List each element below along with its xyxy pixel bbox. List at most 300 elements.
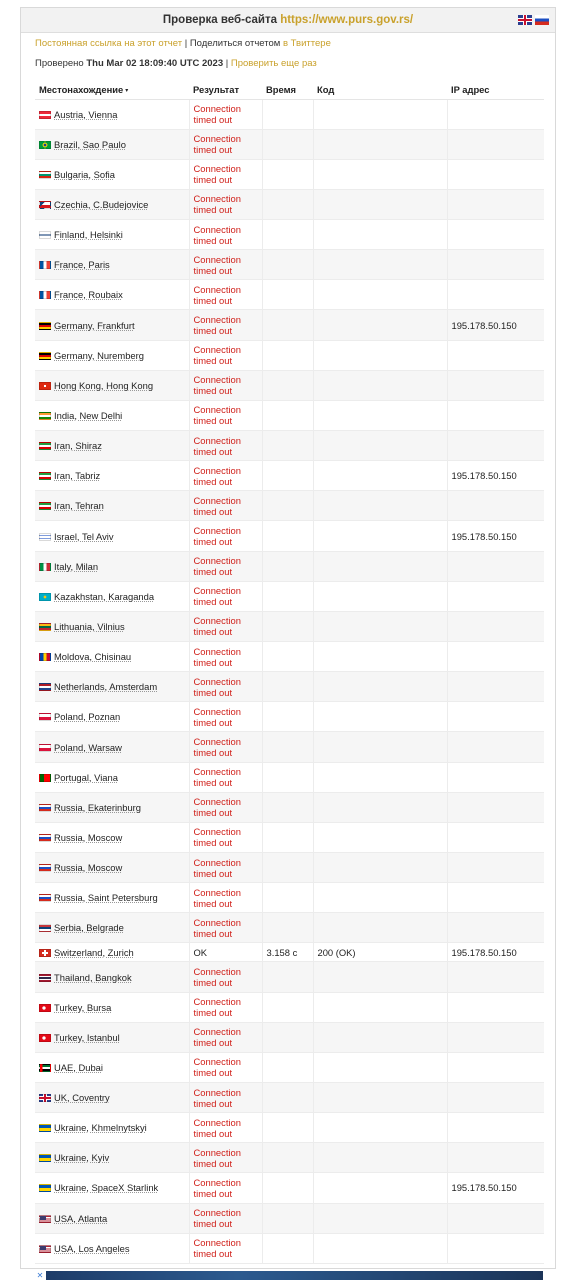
result-cell <box>189 1203 262 1233</box>
location-link[interactable]: Finland, Helsinki <box>54 229 123 241</box>
ru-flag-icon <box>39 804 51 812</box>
code-cell <box>313 792 447 822</box>
ip-cell <box>447 1113 544 1143</box>
ip-cell: 195.178.50.150 <box>447 943 544 962</box>
location-link[interactable]: Italy, Milan <box>54 560 99 572</box>
tr-flag-icon <box>39 1034 51 1042</box>
location-link[interactable]: Ukraine, Kyiv <box>54 1152 110 1164</box>
location-link[interactable]: Russia, Moscow <box>54 862 123 874</box>
code-cell <box>313 1083 447 1113</box>
table-row <box>35 310 544 340</box>
location-link[interactable]: Hong Kong, Hong Kong <box>54 379 154 391</box>
time-cell <box>262 99 313 129</box>
code-cell <box>313 822 447 852</box>
location-cell <box>35 1233 189 1263</box>
result-text-line2: timed out <box>193 837 233 849</box>
result-text-line2: timed out <box>193 1097 233 1109</box>
result-cell <box>189 1083 262 1113</box>
code-cell <box>313 250 447 280</box>
result-text-line2: timed out <box>193 1007 233 1019</box>
bg-flag-icon <box>39 171 51 179</box>
result-cell <box>189 99 262 129</box>
time-cell <box>262 913 313 943</box>
result-text: Connection <box>193 163 241 175</box>
time-cell <box>262 1233 313 1263</box>
code-cell <box>313 370 447 400</box>
ch-flag-icon <box>39 949 51 957</box>
table-row <box>35 943 544 962</box>
tr-flag-icon <box>39 1004 51 1012</box>
de-flag-icon <box>39 322 51 330</box>
table-row <box>35 220 544 250</box>
code-cell <box>313 1203 447 1233</box>
time-cell <box>262 189 313 219</box>
location-cell <box>35 1022 189 1052</box>
time-cell <box>262 340 313 370</box>
code-cell <box>313 1173 447 1203</box>
result-text: Connection <box>193 555 241 567</box>
fi-flag-icon <box>39 231 51 239</box>
result-cell <box>189 250 262 280</box>
code-cell <box>313 551 447 581</box>
sort-caret-icon[interactable]: ▾ <box>125 88 129 95</box>
result-cell <box>189 431 262 461</box>
result-cell <box>189 491 262 521</box>
table-row <box>35 189 544 219</box>
result-text: Connection <box>193 103 241 115</box>
code-cell <box>313 521 447 551</box>
location-link[interactable]: France, Roubaix <box>54 289 123 301</box>
location-cell <box>35 943 189 962</box>
code-cell <box>313 280 447 310</box>
ad-banner[interactable] <box>34 1271 543 1280</box>
ip-cell <box>447 280 544 310</box>
result-text: Connection <box>193 615 241 627</box>
ip-cell <box>447 400 544 430</box>
result-text: Connection <box>193 494 241 506</box>
result-text-line2: timed out <box>193 264 233 276</box>
result-text-line2: timed out <box>193 656 233 668</box>
th-flag-icon <box>39 974 51 982</box>
time-cell <box>262 280 313 310</box>
result-text-line2: timed out <box>193 385 233 397</box>
checked-label: Проверено <box>35 58 84 69</box>
permalink-link[interactable]: Постоянная ссылка на этот отчет <box>35 38 183 49</box>
ir-flag-icon <box>39 502 51 510</box>
result-text-line2: timed out <box>193 596 233 608</box>
location-cell <box>35 883 189 913</box>
location-cell <box>35 431 189 461</box>
time-cell <box>262 159 313 189</box>
result-text-line2: timed out <box>193 1067 233 1079</box>
result-cell <box>189 822 262 852</box>
time-cell <box>262 1113 313 1143</box>
checked-url-link[interactable]: https://www.purs.gov.rs/ <box>280 14 414 26</box>
location-link[interactable]: Iran, Shiraz <box>54 440 102 452</box>
ip-cell <box>447 1143 544 1173</box>
close-icon[interactable]: ✕ <box>34 1271 46 1280</box>
ua-flag-icon <box>39 1124 51 1132</box>
report-panel <box>20 7 556 1269</box>
table-row <box>35 913 544 943</box>
result-text: Connection <box>193 1176 241 1188</box>
ru-flag-icon[interactable] <box>535 15 549 25</box>
location-link[interactable]: Turkey, Bursa <box>54 1001 112 1013</box>
code-cell <box>313 491 447 521</box>
location-cell <box>35 1143 189 1173</box>
location-link[interactable]: Switzerland, Zurich <box>54 946 134 958</box>
result-text-line2: timed out <box>193 867 233 879</box>
location-cell <box>35 189 189 219</box>
table-row <box>35 762 544 792</box>
ip-cell <box>447 883 544 913</box>
location-cell <box>35 962 189 992</box>
result-cell <box>189 310 262 340</box>
location-link[interactable]: Iran, Tehran <box>54 500 104 512</box>
result-cell <box>189 672 262 702</box>
result-text-line2: timed out <box>193 1248 233 1260</box>
location-link[interactable]: Turkey, Istanbul <box>54 1031 120 1043</box>
result-cell <box>189 280 262 310</box>
location-cell <box>35 1113 189 1143</box>
location-link[interactable]: Brazil, Sao Paulo <box>54 138 126 150</box>
location-cell <box>35 129 189 159</box>
table-row <box>35 1173 544 1203</box>
result-text-line2: timed out <box>193 626 233 638</box>
location-link[interactable]: Portugal, Viana <box>54 771 118 783</box>
location-cell <box>35 1203 189 1233</box>
code-cell <box>313 913 447 943</box>
md-flag-icon <box>39 653 51 661</box>
code-cell <box>313 642 447 672</box>
ru-flag-icon <box>39 894 51 902</box>
result-cell <box>189 581 262 611</box>
location-link[interactable]: Ukraine, Khmelnytskyi <box>54 1122 147 1134</box>
time-cell <box>262 702 313 732</box>
location-cell <box>35 521 189 551</box>
ip-cell <box>447 1203 544 1233</box>
location-link[interactable]: Russia, Ekaterinburg <box>54 801 142 813</box>
time-cell <box>262 962 313 992</box>
location-link[interactable]: France, Paris <box>54 259 110 271</box>
ir-flag-icon <box>39 472 51 480</box>
result-cell <box>189 611 262 641</box>
ip-cell <box>447 1022 544 1052</box>
result-cell <box>189 189 262 219</box>
results-table <box>35 81 544 1264</box>
time-cell <box>262 883 313 913</box>
location-cell <box>35 220 189 250</box>
time-cell <box>262 992 313 1022</box>
code-cell <box>313 962 447 992</box>
location-cell <box>35 1083 189 1113</box>
location-cell <box>35 853 189 883</box>
location-link[interactable]: USA, Atlanta <box>54 1212 108 1224</box>
code-cell <box>313 189 447 219</box>
time-cell <box>262 762 313 792</box>
code-cell <box>313 400 447 430</box>
it-flag-icon <box>39 563 51 571</box>
code-cell <box>313 702 447 732</box>
result-cell <box>189 1052 262 1082</box>
result-cell <box>189 962 262 992</box>
table-row <box>35 883 544 913</box>
location-cell <box>35 370 189 400</box>
ip-cell <box>447 853 544 883</box>
time-cell <box>262 370 313 400</box>
rs-flag-icon <box>39 924 51 932</box>
result-text: Connection <box>193 736 241 748</box>
result-cell <box>189 792 262 822</box>
location-cell <box>35 992 189 1022</box>
ip-cell <box>447 1083 544 1113</box>
result-text: Connection <box>193 223 241 235</box>
location-link[interactable]: India, New Delhi <box>54 409 123 421</box>
time-cell <box>262 611 313 641</box>
result-text: Connection <box>193 645 241 657</box>
table-row <box>35 1143 544 1173</box>
ua-flag-icon <box>39 1154 51 1162</box>
result-text: Connection <box>193 434 241 446</box>
table-row <box>35 280 544 310</box>
time-cell <box>262 853 313 883</box>
result-cell <box>189 702 262 732</box>
table-row <box>35 431 544 461</box>
ae-flag-icon <box>39 1064 51 1072</box>
result-text-line2: timed out <box>193 686 233 698</box>
result-text-line2: timed out <box>193 716 233 728</box>
result-text: Connection <box>193 585 241 597</box>
cz-flag-icon <box>39 201 51 209</box>
result-text: Connection <box>193 464 241 476</box>
ip-cell <box>447 762 544 792</box>
ip-cell <box>447 642 544 672</box>
pl-flag-icon <box>39 744 51 752</box>
location-link[interactable]: USA, Los Angeles <box>54 1242 130 1254</box>
code-cell <box>313 732 447 762</box>
location-link[interactable]: UK, Coventry <box>54 1092 110 1104</box>
time-cell <box>262 551 313 581</box>
location-cell <box>35 642 189 672</box>
result-text: Connection <box>193 253 241 265</box>
gb-flag-icon <box>39 1094 51 1102</box>
location-link[interactable]: Thailand, Bangkok <box>54 971 132 983</box>
result-text-line2: timed out <box>193 294 233 306</box>
code-cell <box>313 1022 447 1052</box>
result-text-line2: timed out <box>193 174 233 186</box>
result-text-line2: timed out <box>193 777 233 789</box>
ip-cell <box>447 1052 544 1082</box>
time-cell <box>262 822 313 852</box>
code-cell <box>313 611 447 641</box>
table-row <box>35 962 544 992</box>
code-cell <box>313 310 447 340</box>
pt-flag-icon <box>39 774 51 782</box>
result-text: OK <box>193 946 208 958</box>
time-cell <box>262 1173 313 1203</box>
result-text-line2: timed out <box>193 1187 233 1199</box>
ip-cell <box>447 913 544 943</box>
result-cell <box>189 642 262 672</box>
location-link[interactable]: Czechia, C.Budejovice <box>54 198 149 210</box>
location-link[interactable]: Russia, Saint Petersburg <box>54 892 158 904</box>
ru-flag-icon <box>39 864 51 872</box>
ir-flag-icon <box>39 442 51 450</box>
ip-cell <box>447 792 544 822</box>
location-link[interactable]: Kazakhstan, Karaganda <box>54 590 155 602</box>
us-flag-icon <box>39 1215 51 1223</box>
meta-separator: | <box>225 58 229 69</box>
uk-flag-icon[interactable] <box>518 15 532 25</box>
table-row <box>35 672 544 702</box>
code-cell <box>313 220 447 250</box>
code-cell <box>313 883 447 913</box>
ip-cell <box>447 220 544 250</box>
location-cell <box>35 672 189 702</box>
location-link[interactable]: Israel, Tel Aviv <box>54 530 114 542</box>
location-link[interactable]: Iran, Tabriz <box>54 470 101 482</box>
ip-cell <box>447 491 544 521</box>
location-link[interactable]: Germany, Frankfurt <box>54 319 135 331</box>
result-cell <box>189 370 262 400</box>
table-row <box>35 1083 544 1113</box>
location-link[interactable]: Bulgaria, Sofia <box>54 168 115 180</box>
column-header-result: Результат <box>189 81 262 99</box>
location-cell <box>35 792 189 822</box>
location-link[interactable]: Germany, Nuremberg <box>54 349 144 361</box>
result-text-line2: timed out <box>193 1157 233 1169</box>
ip-cell <box>447 992 544 1022</box>
location-link[interactable]: UAE, Dubai <box>54 1061 103 1073</box>
result-text: Connection <box>193 886 241 898</box>
result-cell <box>189 762 262 792</box>
result-text: Connection <box>193 1237 241 1249</box>
time-cell <box>262 1022 313 1052</box>
result-text: Connection <box>193 1116 241 1128</box>
in-flag-icon <box>39 412 51 420</box>
result-text-line2: timed out <box>193 897 233 909</box>
location-link[interactable]: Netherlands, Amsterdam <box>54 681 158 693</box>
result-cell <box>189 1113 262 1143</box>
time-cell <box>262 792 313 822</box>
time-cell <box>262 491 313 521</box>
table-row <box>35 159 544 189</box>
location-cell <box>35 913 189 943</box>
us-flag-icon <box>39 1245 51 1253</box>
result-cell <box>189 913 262 943</box>
fr-flag-icon <box>39 291 51 299</box>
result-text: Connection <box>193 344 241 356</box>
pl-flag-icon <box>39 713 51 721</box>
ip-cell <box>447 431 544 461</box>
location-link[interactable]: Russia, Moscow <box>54 831 123 843</box>
time-cell <box>262 400 313 430</box>
location-cell <box>35 1052 189 1082</box>
recheck-link[interactable]: Проверить еще раз <box>230 58 317 69</box>
time-cell <box>262 581 313 611</box>
location-link[interactable]: Poland, Poznan <box>54 711 121 723</box>
time-cell <box>262 1203 313 1233</box>
location-cell <box>35 762 189 792</box>
result-text-line2: timed out <box>193 536 233 548</box>
header-title: Проверка веб-сайта <box>162 14 277 26</box>
result-cell <box>189 129 262 159</box>
il-flag-icon <box>39 533 51 541</box>
result-text-line2: timed out <box>193 927 233 939</box>
result-text: Connection <box>193 1056 241 1068</box>
location-cell <box>35 99 189 129</box>
column-header-location[interactable]: Местонахождение ▾ <box>35 81 189 99</box>
ip-cell: 195.178.50.150 <box>447 310 544 340</box>
language-switcher <box>518 15 549 25</box>
time-cell <box>262 732 313 762</box>
time-cell: 3.158 с <box>262 943 313 962</box>
time-cell <box>262 672 313 702</box>
time-cell <box>262 250 313 280</box>
result-cell <box>189 1233 262 1263</box>
code-cell <box>313 1233 447 1263</box>
lt-flag-icon <box>39 623 51 631</box>
result-text-line2: timed out <box>193 1127 233 1139</box>
location-link[interactable]: Serbia, Belgrade <box>54 922 124 934</box>
location-cell <box>35 702 189 732</box>
location-cell <box>35 611 189 641</box>
result-text: Connection <box>193 1146 241 1158</box>
result-cell <box>189 340 262 370</box>
result-cell <box>189 159 262 189</box>
ua-flag-icon <box>39 1184 51 1192</box>
result-cell <box>189 732 262 762</box>
table-row <box>35 1052 544 1082</box>
location-link[interactable]: Moldova, Chisinau <box>54 651 132 663</box>
report-links <box>35 38 331 49</box>
code-cell <box>313 1113 447 1143</box>
location-cell <box>35 400 189 430</box>
table-row <box>35 400 544 430</box>
result-text: Connection <box>193 193 241 205</box>
ip-cell <box>447 822 544 852</box>
table-row <box>35 642 544 672</box>
location-link[interactable]: Ukraine, SpaceX Starlink <box>54 1182 159 1194</box>
result-text-line2: timed out <box>193 114 233 126</box>
hk-flag-icon <box>39 382 51 390</box>
table-row <box>35 853 544 883</box>
ip-cell <box>447 340 544 370</box>
location-link[interactable]: Lithuania, Vilnius <box>54 620 125 632</box>
table-row <box>35 551 544 581</box>
twitter-share-link[interactable]: в Твиттере <box>282 38 331 49</box>
time-cell <box>262 642 313 672</box>
result-text: Connection <box>193 374 241 386</box>
code-cell <box>313 129 447 159</box>
time-cell <box>262 431 313 461</box>
location-link[interactable]: Poland, Warsaw <box>54 741 122 753</box>
result-cell <box>189 943 262 962</box>
result-text: Connection <box>193 525 241 537</box>
table-row <box>35 732 544 762</box>
location-cell <box>35 250 189 280</box>
fr-flag-icon <box>39 261 51 269</box>
table-row <box>35 129 544 159</box>
share-label: Поделиться отчетом <box>189 38 281 49</box>
ip-cell <box>447 99 544 129</box>
time-cell <box>262 220 313 250</box>
ru-flag-icon <box>39 834 51 842</box>
location-link[interactable]: Austria, Vienna <box>54 108 118 120</box>
ip-cell <box>447 611 544 641</box>
result-cell <box>189 1143 262 1173</box>
table-row <box>35 521 544 551</box>
